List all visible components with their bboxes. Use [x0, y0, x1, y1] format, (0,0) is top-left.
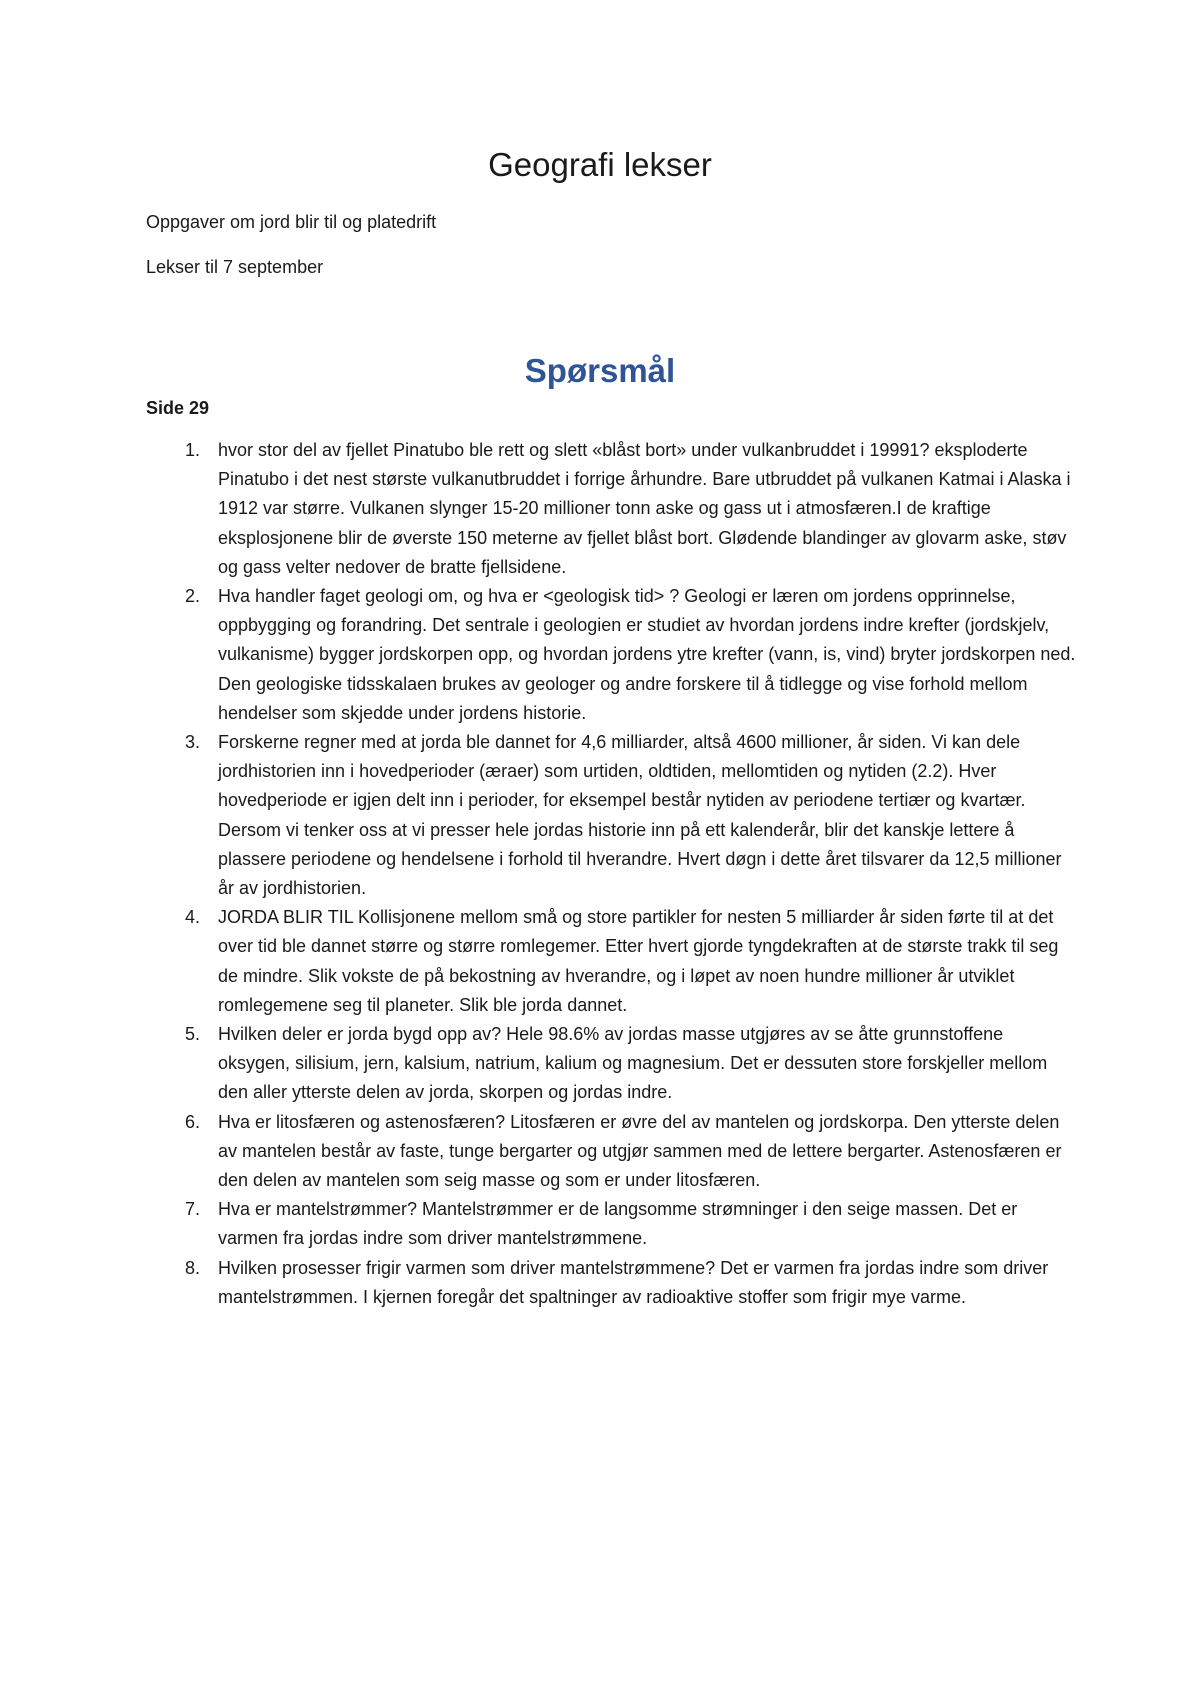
due-date-line: Lekser til 7 september [146, 257, 324, 277]
question-text: Hvilken deler er jorda bygd opp av? Hele 98.6% av jordas masse utgjøres av se åtte grunnstoffene oksygen, silisium, jern, kalsium, natrium, kalium og magnesium. Det er dessuten store forskjeller mellom den aller ytterste delen av jorda, skorpen og jordas indre. [218, 1024, 1048, 1103]
question-item [146, 436, 1076, 582]
question-item [146, 728, 1076, 903]
question-list [146, 436, 1076, 1312]
question-text: Forskerne regner med at jorda ble dannet for 4,6 milliarder, altså 4600 millioner, år siden. Vi kan dele jordhistorien inn i hovedperioder (æraer) som urtiden, oldtiden, mellomtiden og nytiden (2.2). Hver hovedperiode er igjen delt inn i perioder, for eksempel består nytiden av periodene tertiær og kvartær. Dersom vi tenker oss at vi presser hele jordas historie inn på ett kalenderår, blir det kanskje lettere å plassere periodene og hendelsene i forhold til hverandre. Hvert døgn i dette året tilsvarer da 12,5 millioner år av jordhistorien. [218, 732, 1062, 899]
question-item [146, 1020, 1076, 1108]
question-text: JORDA BLIR TIL Kollisjonene mellom små og store partikler for nesten 5 milliarder år siden førte til at det over tid ble dannet større og større romlegemer. Etter hvert gjorde tyngdekraften at de største trakk til seg de mindre. Slik vokste de på bekostning av hverandre, og i løpet av noen hundre millioner år utviklet romlegemene seg til planeter. Slik ble jorda dannet. [218, 907, 1059, 1015]
document-title: Geografi lekser [488, 146, 712, 183]
page-reference: Side 29 [146, 398, 210, 418]
question-number: 4. [184, 907, 200, 928]
question-text: Hva handler faget geologi om, og hva er <geologisk tid> ? Geologi er læren om jordens opprinnelse, oppbygging og forandring. Det sentrale i geologien er studiet av hvordan jordens indre krefter (jordskjelv, vulkanisme) bygger jordskorpen opp, og hvordan jordens ytre krefter (vann, is, vind) bryter jordskorpen ned. Den geologiske tidsskalaen brukes av geologer og andre forskere til å tidlegge og vise forhold mellom hendelser som skjedde under jordens historie. [218, 586, 1076, 723]
assignment-subtitle: Oppgaver om jord blir til og platedrift [146, 212, 437, 232]
question-number: 3. [184, 732, 200, 753]
question-item [146, 903, 1076, 1020]
question-item [146, 1195, 1076, 1253]
question-item [146, 1108, 1076, 1196]
question-text: Hvilken prosesser frigir varmen som driver mantelstrømmene? Det er varmen fra jordas indre som driver mantelstrømmen. I kjernen foregår det spaltninger av radioaktive stoffer som frigir mye varme. [218, 1257, 1049, 1307]
question-text: Hva er litosfæren og astenosfæren? Litosfæren er øvre del av mantelen og jordskorpa. Den ytterste delen av mantelen består av faste, tunge bergarter og utgjør sammen med de lettere bergarter. Astenosfæren er den delen av mantelen som seig masse og som er under litosfæren. [218, 1111, 1062, 1191]
question-number: 7. [184, 1199, 200, 1220]
question-text: Hva er mantelstrømmer? Mantelstrømmer er de langsomme strømninger i den seige massen. Det er varmen fra jordas indre som driver mantelstrømmene. [218, 1199, 1018, 1249]
question-number: 8. [184, 1257, 200, 1278]
section-heading: Spørsmål [524, 352, 676, 389]
question-number: 1. [184, 440, 200, 460]
question-text: hvor stor del av fjellet Pinatubo ble rett og slett «blåst bort» under vulkanbruddet i 19991? eksploderte Pinatubo i det nest største vulkanutbruddet i forrige århundre. Bare utbruddet på vulkanen Katmai i Alaska i 1912 var større. Vulkanen slynger 15-20 millioner tonn aske og gass ut i atmosfæren.I de kraftige eksplosjonene blir de øverste 150 meterne av fjellet blåst bort. Glødende blandinger av glovarm aske, støv og gass velter nedover de bratte fjellsidene. [218, 440, 1071, 577]
question-number: 2. [184, 586, 200, 607]
question-number: 6. [184, 1111, 200, 1132]
question-item [146, 582, 1076, 728]
question-item [146, 1254, 1076, 1312]
question-number: 5. [184, 1024, 200, 1045]
